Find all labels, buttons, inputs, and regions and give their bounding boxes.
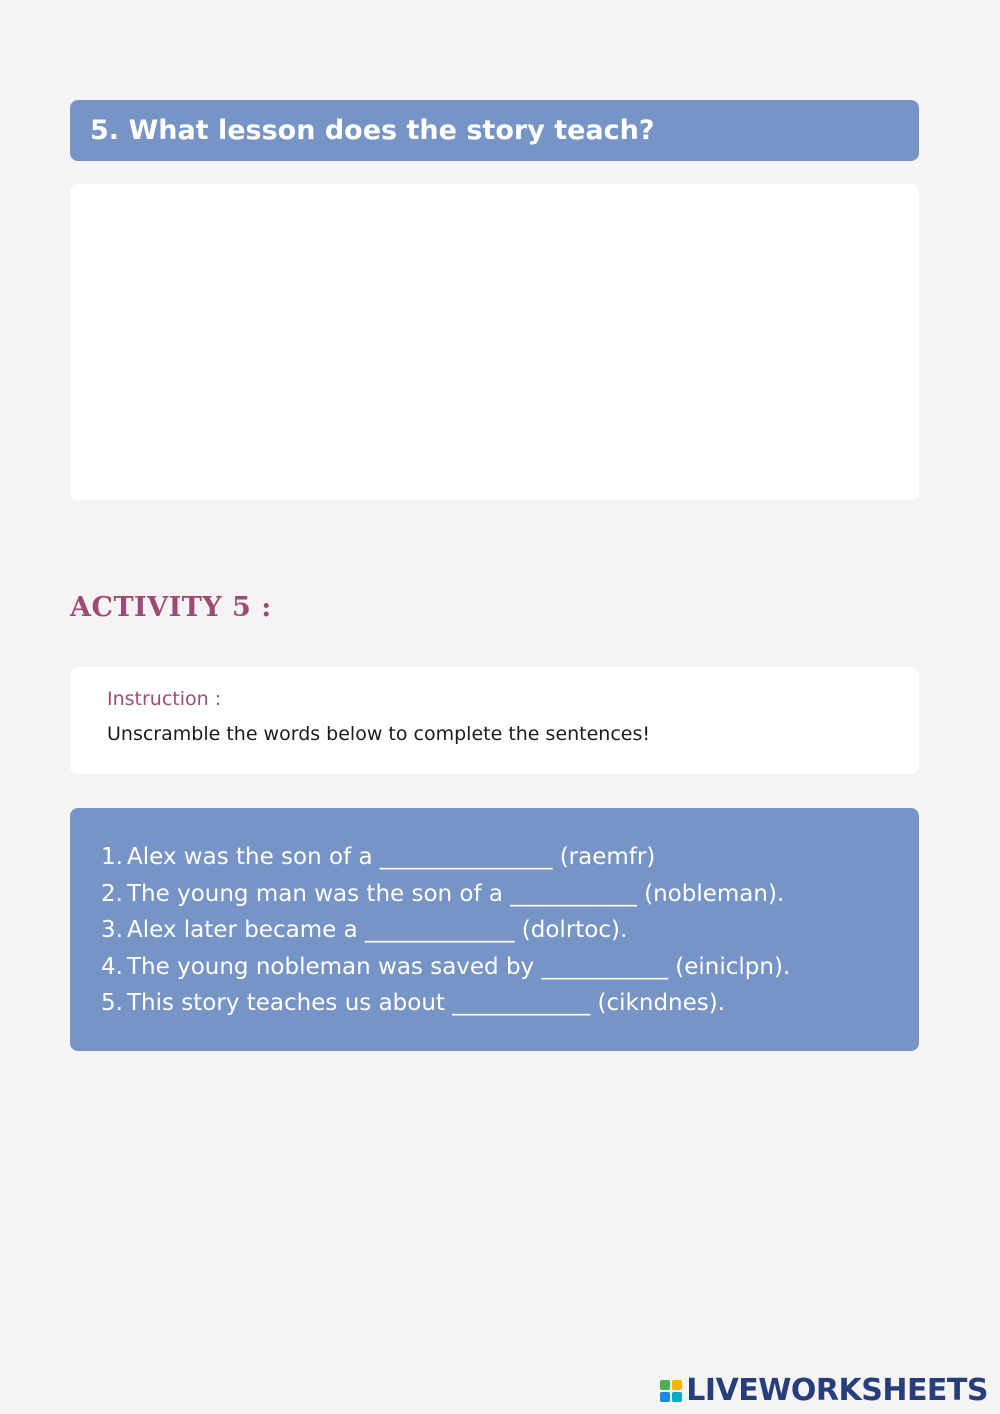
- question-text: 5. What lesson does the story teach?: [90, 115, 655, 146]
- list-item-text: The young man was the son of a ___________ (nobleman).: [127, 880, 785, 907]
- liveworksheets-logo-icon: [660, 1380, 682, 1402]
- question-header: [70, 100, 919, 161]
- list-item-text: Alex was the son of a _______________ (raemfr): [127, 844, 656, 870]
- list-item-text: This story teaches us about ____________ (cikndnes).: [127, 990, 726, 1017]
- list-item-text: Alex later became a _____________ (dolrtoc).: [127, 917, 628, 944]
- liveworksheets-brand[interactable]: [660, 1373, 988, 1408]
- activity-title: ACTIVITY 5 :: [70, 592, 272, 623]
- list-item-number: 5.: [101, 990, 123, 1017]
- instruction-box: [70, 667, 919, 774]
- sentences-list: [70, 808, 919, 1051]
- list-item-number: 4.: [101, 953, 123, 980]
- brand-text: LIVEWORKSHEETS: [686, 1373, 988, 1408]
- list-item: [101, 949, 919, 986]
- instruction-text: Unscramble the words below to complete the sentences!: [107, 723, 651, 745]
- list-item-number: 1.: [101, 844, 123, 870]
- list-item-text: The young nobleman was saved by ___________ (einiclpn).: [127, 953, 791, 980]
- list-item-number: 3.: [101, 917, 123, 944]
- list-item: [101, 876, 919, 913]
- list-item-number: 2.: [101, 880, 123, 907]
- instruction-label: Instruction :: [107, 688, 222, 710]
- list-item: [101, 985, 919, 1022]
- answer-text-area[interactable]: [70, 184, 919, 500]
- list-item: [101, 912, 919, 949]
- list-item: [101, 839, 919, 876]
